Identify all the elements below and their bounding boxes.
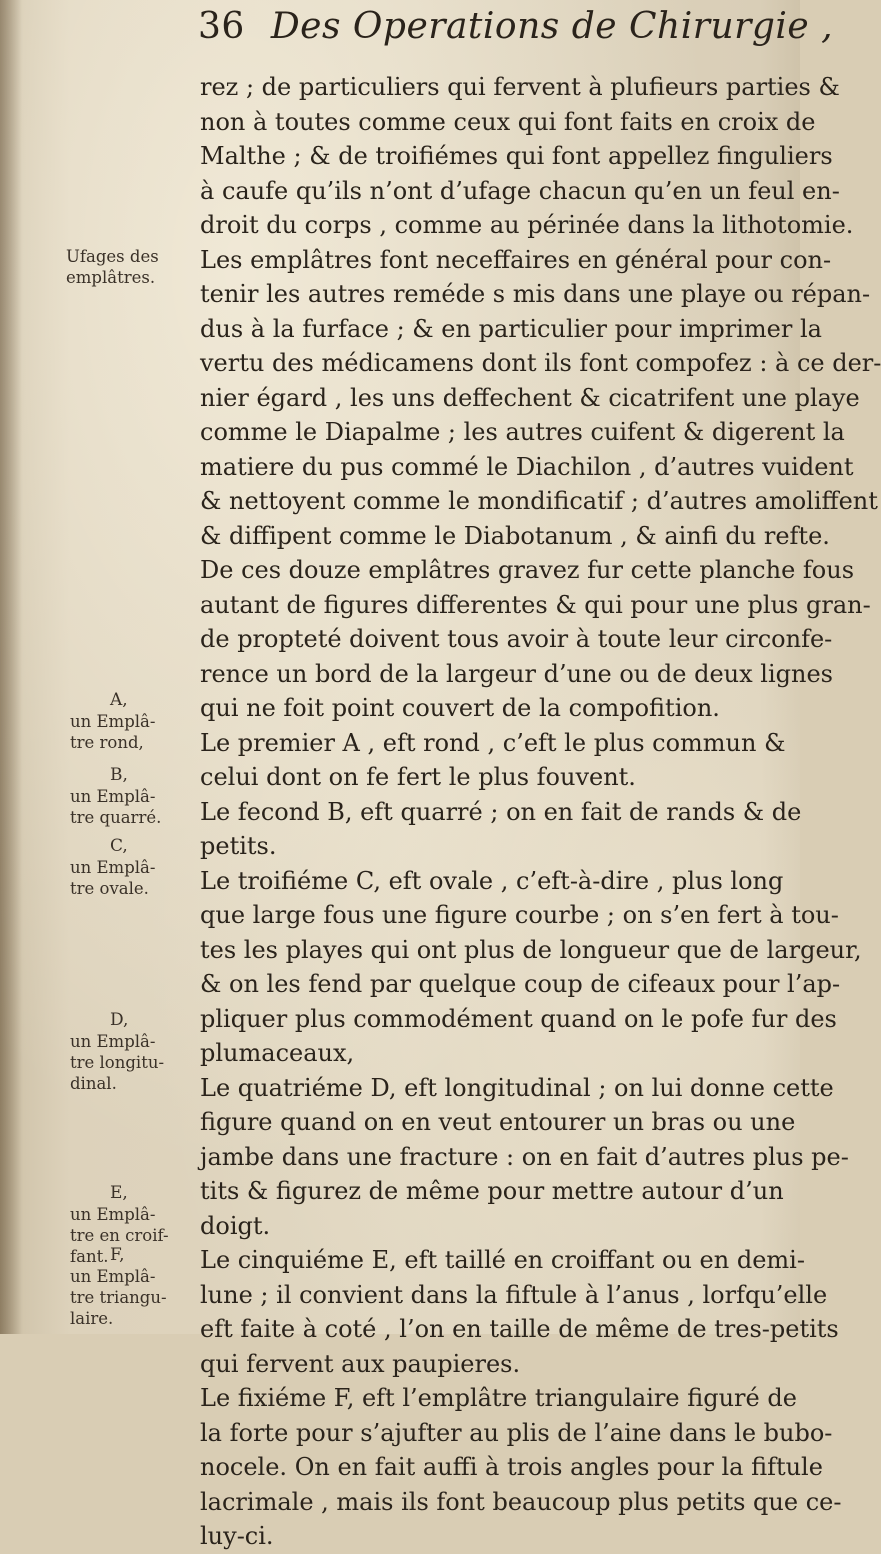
margin-note-line: E, [110, 1183, 128, 1203]
text-line: qui fervent aux paupieres. [200, 1349, 521, 1378]
margin-note-line: dinal. [70, 1074, 117, 1093]
margin-note-line: tre ovale. [70, 879, 149, 898]
text-line: petits. [200, 832, 277, 860]
text-line: eft faite à coté , l’on en taille de même de tres-petits [200, 1315, 839, 1343]
text-line: à caufe qu’ils n’ont d’ufage chacun qu’en un feul en- [200, 176, 840, 205]
text-line: droit du corps , comme au périnée dans la lithotomie. [200, 211, 854, 239]
text-line: nocele. On en fait auffi à trois angles pour la fiftule [200, 1453, 823, 1481]
margin-note-line: laire. [70, 1309, 114, 1328]
text-line: que large fous une figure courbe ; on s’en fert à tou- [200, 901, 839, 929]
margin-note-line: B, [110, 765, 128, 785]
text-line: Le quatriéme D, eft longitudinal ; on lui donne cette [200, 1073, 834, 1102]
margin-note-line: tre triangu- [70, 1288, 167, 1307]
text-line: tits & figurez de même pour mettre autour d’un [200, 1177, 784, 1205]
text-line: Le troifiéme C, eft ovale , c’eft-à-dire , plus long [200, 866, 784, 895]
running-title: Des Operations de Chirurgie , [270, 6, 834, 47]
margin-note-line: Ufages des [66, 247, 159, 266]
text-line: dus à la furface ; & en particulier pour imprimer la [200, 314, 822, 343]
margin-note-line: emplâtres. [66, 268, 156, 287]
text-line: jambe dans une fracture : on en fait d’autres plus pe- [200, 1142, 849, 1171]
text-line: rence un bord de la largeur d’une ou de deux lignes [200, 659, 833, 688]
margin-note-line: D, [110, 1010, 129, 1030]
text-line: nier égard , les uns deffechent & cicatrifent une playe [200, 383, 860, 412]
text-line: tes les playes qui ont plus de longueur que de largeur, [200, 935, 862, 964]
margin-note-line: un Emplâ- [70, 787, 156, 806]
text-line: autant de figures differentes & qui pour une plus gran- [200, 590, 871, 619]
text-line: matiere du pus commé le Diachilon , d’autres vuident [200, 452, 854, 481]
margin-note-c [70, 836, 155, 899]
text-line: rez ; de particuliers qui fervent à plufieurs parties & [200, 73, 840, 101]
margin-note-line: un Emplâ- [70, 1205, 156, 1224]
margin-note-line: un Emplâ- [70, 1032, 156, 1051]
page-gutter-shadow [0, 0, 22, 1334]
margin-note-line: un Emplâ- [70, 858, 156, 877]
text-line: figure quand on en veut entourer un bras ou une [200, 1108, 796, 1136]
text-line: comme le Diapalme ; les autres cuifent & digerent la [200, 418, 845, 446]
text-line: doigt. [200, 1211, 271, 1240]
margin-note-b [70, 765, 161, 828]
text-line: plumaceaux, [200, 1039, 355, 1067]
margin-note-line: F, [110, 1245, 125, 1265]
text-line: & on les fend par quelque coup de cifeaux pour l’ap- [200, 970, 841, 998]
text-line: lune ; il convient dans la fiftule à l’anus , lorfqu’elle [200, 1280, 828, 1309]
margin-note-usages [66, 246, 159, 288]
margin-note-line: tre en croif- [70, 1226, 169, 1245]
text-line: Le cinquiéme E, eft taillé en croiffant ou en demi- [200, 1246, 805, 1274]
margin-note-line: tre quarré. [70, 808, 162, 827]
margin-note-a [70, 690, 155, 753]
text-line: & diffipent comme le Diabotanum , & ainfi du refte. [200, 521, 830, 550]
text-line: luy-ci. [200, 1522, 274, 1550]
margin-note-line: A, [110, 690, 128, 710]
text-line: vertu des médicamens dont ils font compofez : à ce der- [200, 349, 881, 377]
margin-note-f [70, 1245, 167, 1329]
margin-note-line: C, [110, 836, 128, 856]
text-line: de propteté doivent tous avoir à toute leur circonfe- [200, 625, 833, 653]
margin-note-line: fant. [70, 1247, 109, 1266]
margin-note-line: un Emplâ- [70, 712, 156, 731]
text-line: De ces douze emplâtres gravez fur cette planche fous [200, 556, 855, 584]
text-line: Malthe ; & de troifiémes qui font appellez finguliers [200, 142, 833, 170]
text-line: Le fecond B, eft quarré ; on en fait de rands & de [200, 797, 802, 826]
body-text [200, 70, 881, 1554]
text-line: Le premier A , eft rond , c’eft le plus commun & [200, 728, 786, 757]
text-line: la forte pour s’ajufter au plis de l’aine dans le bubo- [200, 1418, 833, 1447]
text-line: celui dont on fe fert le plus fouvent. [200, 763, 636, 791]
margin-note-line: tre rond, [70, 733, 144, 752]
page-number: 36 [198, 6, 245, 47]
text-line: pliquer plus commodément quand on le pofe fur des [200, 1004, 837, 1033]
text-line: tenir les autres reméde s mis dans une playe ou répan- [200, 280, 871, 308]
margin-note-line: tre longitu- [70, 1053, 165, 1072]
text-line: Les emplâtres font neceffaires en général pour con- [200, 245, 832, 274]
text-line: Le fixiéme F, eft l’emplâtre triangulaire figuré de [200, 1384, 797, 1412]
text-line: qui ne foit point couvert de la compofition. [200, 694, 720, 722]
text-line: lacrimale , mais ils font beaucoup plus petits que ce- [200, 1487, 842, 1516]
text-line: non à toutes comme ceux qui font faits en croix de [200, 107, 816, 136]
margin-note-line: un Emplâ- [70, 1267, 156, 1286]
text-line: & nettoyent comme le mondificatif ; d’autres amoliffent [200, 487, 878, 515]
page-header [198, 6, 834, 66]
margin-note-d [70, 1010, 164, 1094]
